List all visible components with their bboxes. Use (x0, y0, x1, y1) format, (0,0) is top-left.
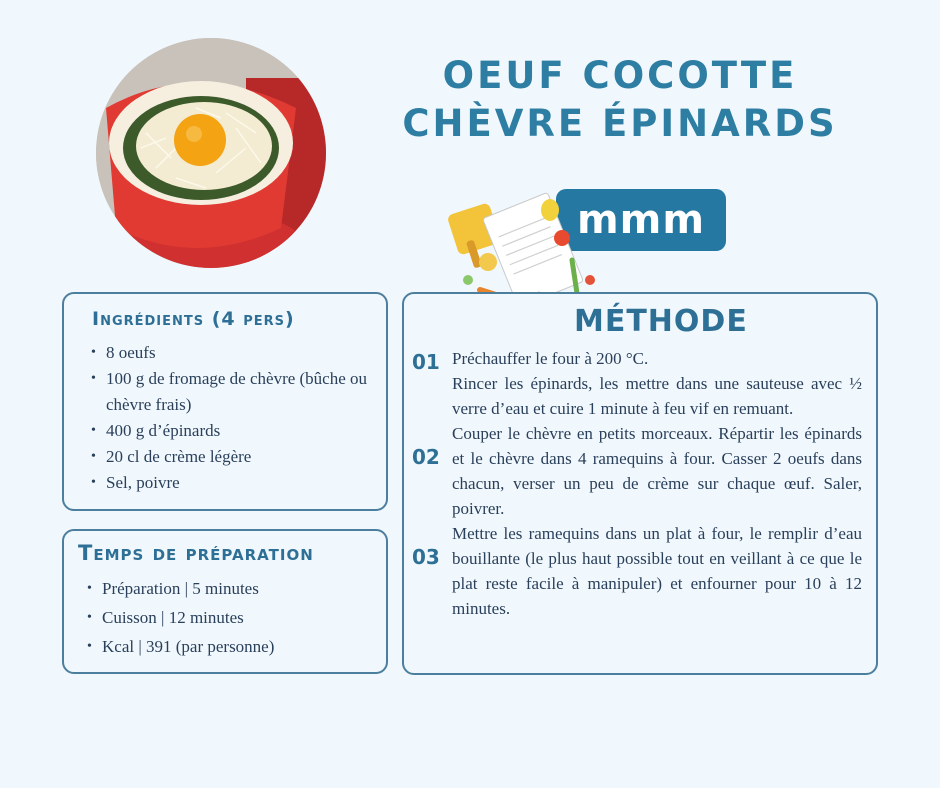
method-steps (452, 346, 862, 621)
list-item: • Cuisson | 12 minutes (102, 603, 382, 632)
brand-text: mmm (576, 197, 706, 243)
method-paragraph: Couper le chèvre en petits morceaux. Répartir les épinards et le chèvre dans 4 ramequins à four. Casser 2 oeufs dans chacun, verser un peu de crème sur chaque œuf. Saler, poivrer. (452, 424, 862, 518)
method-paragraph: Rincer les épinards, les mettre dans une sauteuse avec ½ verre d’eau et cuire 1 minute à feu vif en remuant. (452, 374, 862, 418)
recipe-title (395, 52, 845, 148)
method-paragraph: Préchauffer le four à 200 °C. (452, 349, 649, 368)
recipe-photo (96, 38, 326, 268)
step-number-1: 01 (412, 350, 440, 374)
method-heading: MÉTHODE (574, 304, 748, 339)
ingredients-list (106, 340, 374, 496)
list-item: • 20 cl de crème légère (106, 444, 374, 470)
ingredients-heading: Ingrédients (4 pers) (92, 308, 295, 330)
prep-time-card (62, 529, 388, 674)
ingredients-card (62, 292, 388, 511)
list-item: • 100 g de fromage de chèvre (bûche ou chèvre frais) (106, 366, 374, 418)
method-card (402, 292, 878, 675)
prep-time-list (102, 574, 382, 661)
egg-cocotte-photo-icon (96, 38, 326, 268)
title-line-2: CHÈVRE ÉPINARDS (402, 102, 838, 145)
step-number-2: 02 (412, 445, 440, 469)
list-item: • Kcal | 391 (par personne) (102, 632, 382, 661)
prep-time-heading: Temps de préparation (78, 541, 314, 565)
step-number-3: 03 (412, 545, 440, 569)
list-item: • 8 oeufs (106, 340, 374, 366)
title-line-1: OEUF COCOTTE (442, 54, 798, 97)
list-item: • 400 g d’épinards (106, 418, 374, 444)
list-item: • Sel, poivre (106, 470, 374, 496)
method-paragraph: Mettre les ramequins dans un plat à four, le remplir d’eau bouillante (le plus haut possible tout en veillant à ce que le plat reste facile à manipuler) et enfourner pour 10 à 12 minutes. (452, 524, 862, 618)
list-item: • Préparation | 5 minutes (102, 574, 382, 603)
